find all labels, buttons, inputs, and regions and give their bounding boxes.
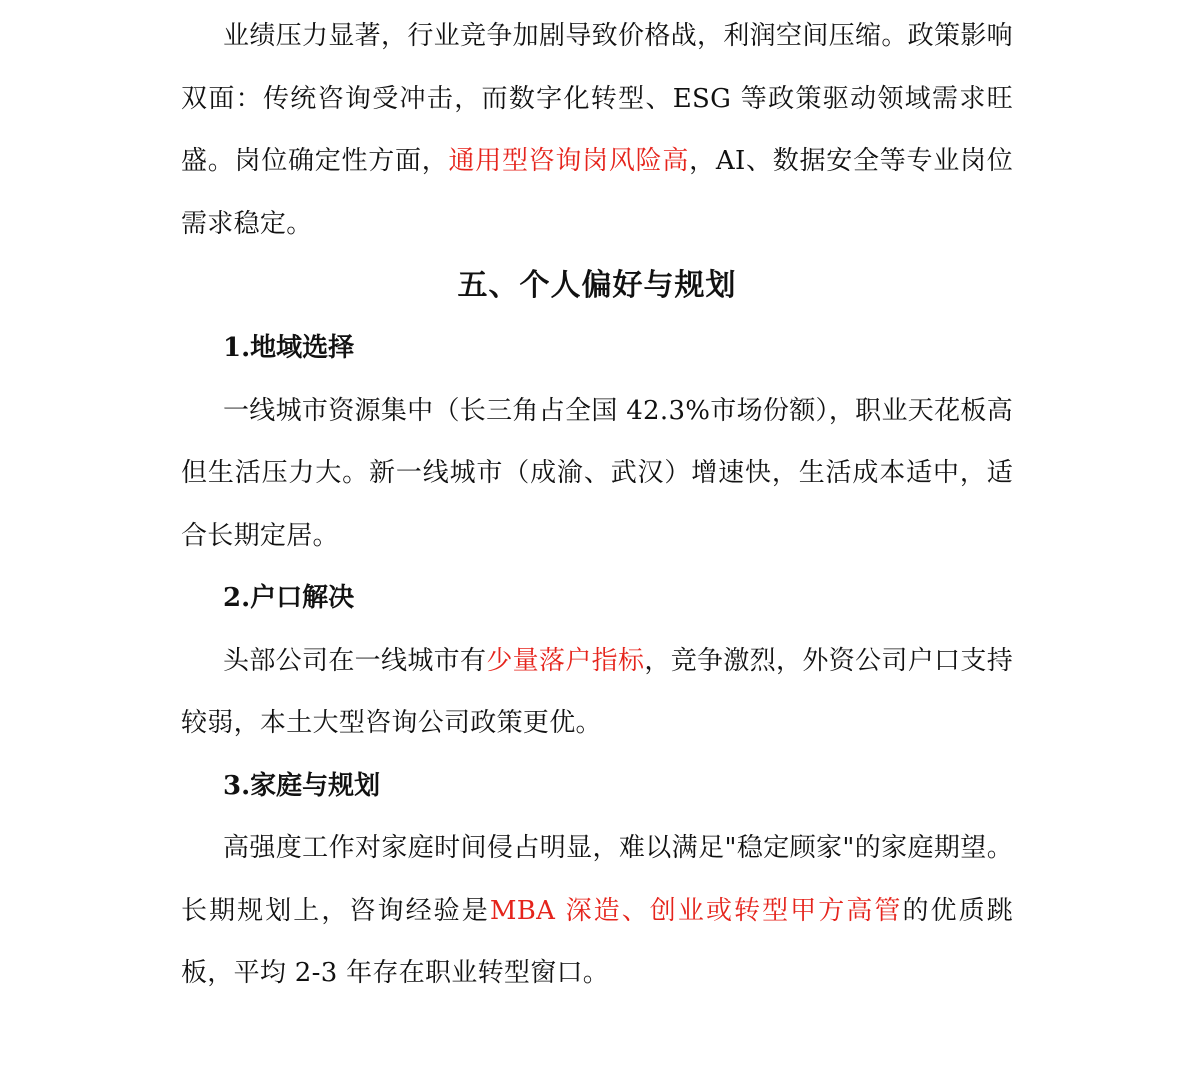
paragraph-text: ，AI、数据安全等专业岗位需求稳定。 [181, 146, 1013, 239]
highlight-text: MBA 深造、创业或转型甲方高管 [489, 895, 903, 926]
paragraph-text: 头部公司在一线城市有 [223, 645, 487, 676]
paragraph-region: 一线城市资源集中（长三角占全国 42.3%市场份额），职业天花板高但生活压力大。新一线城市（成渝、武汉）增速快，生活成本适中，适合长期定居。 [181, 395, 1013, 551]
paragraph-text: 的优质跳板，平均 2-3 年存在职业转型窗口。 [181, 895, 1013, 988]
paragraph-text: 业绩压力显著，行业竞争加剧导致价格战，利润空间压缩。政策影响双面：传统咨询受冲击，而数字化转型、ESG 等政策驱动领域需求旺盛。岗位确定性方面， [181, 21, 1013, 176]
paragraph-family [181, 817, 1013, 1005]
paragraph-text: 高强度工作对家庭时间侵占明显，难以满足"稳定顾家"的家庭期望。长期规划上，咨询经验是 [181, 833, 1013, 926]
subsection-title-hukou: 2.户口解决 [223, 583, 355, 613]
subsection-title-family: 3.家庭与规划 [223, 770, 381, 801]
subsection-title-region: 1.地域选择 [223, 333, 355, 363]
highlight-text: 通用型咨询岗风险高 [448, 146, 690, 176]
paragraph-industry-pressure [181, 5, 1013, 255]
paragraph-text: ，竞争激烈，外资公司户口支持较弱，本土大型咨询公司政策更优。 [181, 645, 1013, 738]
paragraph-hukou [181, 630, 1013, 755]
document-page [181, 0, 1013, 1005]
highlight-text: 少量落户指标 [486, 645, 645, 676]
section-title: 五、个人偏好与规划 [457, 268, 737, 303]
